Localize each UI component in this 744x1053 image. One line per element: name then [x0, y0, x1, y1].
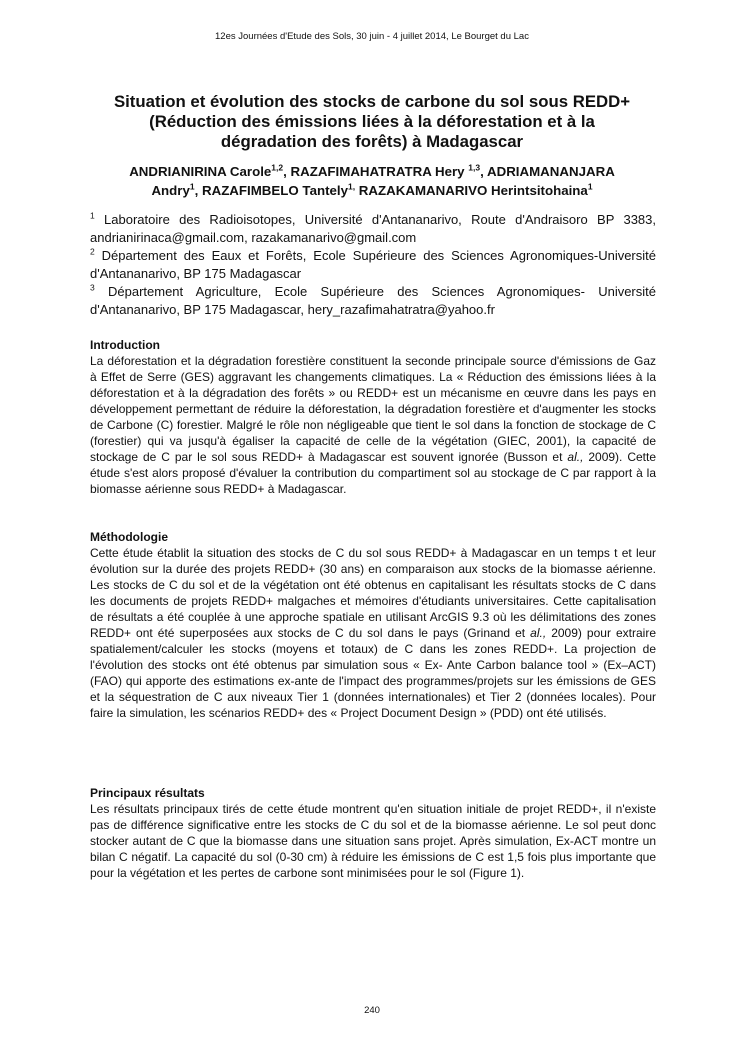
body-text: La déforestation et la dégradation forestière constituent la seconde principale source d'émissions de Gaz à Effet de Serre (GES) aggravant les changements climatiques. La « Réduction des émissions liées à la déforestation et à la dégradation des forêts » ou REDD+ est un mécanisme en œuvre dans les pays en développement permettant de réduire la déforestation, la dégradation forestière et d'augmenter les stocks de Carbone (C) forestier. Malgré le rôle non négligeable que tient le sol dans la fonction de stockage de C (forestier) qui va jusqu'à égaliser la capacité de celle de la végétation (GIEC, 2001), la capacité de stockage de C par le sol sous REDD+ à Madagascar est souvent ignorée (Busson et	[90, 354, 656, 464]
section-heading: Méthodologie	[90, 530, 168, 544]
section-introduction	[90, 337, 656, 497]
author-affil-sup: 1,3	[468, 162, 481, 173]
author-name: , RAZAFIMAHATRATRA Hery	[283, 164, 469, 179]
affiliation-text: Département Agriculture, Ecole Supérieure des Sciences Agronomiques- Université d'Antananarivo, BP 175 Madagascar, hery_razafimahatratra@yahoo.fr	[90, 284, 656, 317]
body-text: Cette étude établit la situation des stocks de C du sol sous REDD+ à Madagascar en un temps t et leur évolution sur la durée des projets REDD+ (30 ans) en comparaison aux stocks de la biomasse aérienne. Les stocks de C du sol et de la végétation ont été obtenus en capitalisant les résultats stocks de C dans les documents de projets REDD+ malgaches et mémoires d'étudiants universitaires. Cette capitalisation de résultats a été couplée à une approche spatiale en utilisant ArcGIS 9.3 où les délimitations des zones REDD+ ont été superposées aux stocks de C du sol dans le pays (Grinand et	[90, 546, 656, 640]
affiliation-number: 2	[90, 246, 95, 257]
affiliation-number: 3	[90, 282, 95, 293]
page-number: 240	[364, 1005, 380, 1016]
section-methodologie	[90, 529, 656, 721]
affiliations	[90, 211, 656, 319]
affiliation-item	[90, 211, 656, 247]
author-affil-sup: 1	[189, 181, 195, 192]
body-text: 2009) pour extraire spatialement/calculer les stocks (moyens et totaux) de C dans les zones REDD+. La projection de l'évolution des stocks ont été obtenus par simulation sous « Ex- Ante Carbon balance tool » (Ex–ACT) (FAO) qui apporte des estimations ex-ante de l'impact des programmes/projets sur les émissions de GES et la séquestration de C aux niveaux Tier 1 (données internationales) et Tier 2 (données locales). Pour faire la simulation, les scénarios REDD+ des « Project Document Design » (PDD) ont été utilisés.	[90, 626, 656, 720]
author-affil-sup: 1,	[348, 181, 356, 192]
author-affil-sup: 1,2	[271, 162, 284, 173]
affiliation-text: Laboratoire des Radioisotopes, Université d'Antananarivo, Route d'Andraisoro BP 3383, andrianirinaca@gmail.com, razakamanarivo@gmail.com	[90, 212, 656, 245]
section-body	[90, 353, 656, 497]
section-resultats	[90, 785, 656, 881]
section-body	[90, 545, 656, 721]
authors-line-2	[90, 181, 654, 200]
affiliation-item	[90, 283, 656, 319]
title-line-1: Situation et évolution des stocks de carbone du sol sous REDD+	[113, 92, 631, 111]
affiliation-item	[90, 247, 656, 283]
author-name: ANDRIANIRINA Carole	[129, 164, 272, 179]
affiliation-number: 1	[90, 210, 95, 221]
author-name: RAZAKAMANARIVO Herintsitohaina	[355, 183, 588, 198]
author-name: , RAZAFIMBELO Tantely	[194, 183, 349, 198]
affiliation-text: Département des Eaux et Forêts, Ecole Supérieure des Sciences Agronomiques-Université d'Antananarivo, BP 175 Madagascar	[90, 248, 656, 281]
title-line-2: (Réduction des émissions liées à la déforestation et à la	[149, 112, 595, 131]
authors-line-1	[90, 162, 654, 181]
author-list	[90, 162, 654, 200]
author-name: Andry	[151, 183, 190, 198]
paper-title	[90, 92, 654, 152]
author-name: , ADRIAMANANJARA	[480, 164, 615, 179]
body-text: 2009). Cette étude s'est alors proposé d'évaluer la contribution du compartiment sol au stockage de C par rapport à la biomasse aérienne sous REDD+ à Madagascar.	[90, 450, 656, 496]
running-header: 12es Journées d'Etude des Sols, 30 juin - 4 juillet 2014, Le Bourget du Lac	[215, 31, 529, 42]
title-line-3: dégradation des forêts) à Madagascar	[220, 132, 524, 151]
section-heading: Principaux résultats	[90, 786, 205, 800]
body-italic: al.,	[530, 626, 547, 640]
section-body: Les résultats principaux tirés de cette étude montrent qu'en situation initiale de projet REDD+, il n'existe pas de différence significative entre les stocks de C du sol et de la biomasse aérienne. Le sol peut donc stocker autant de C que la biomasse dans une situation sans projet. Après simulation, Ex-ACT montre un bilan C négatif. La capacité du sol (0-30 cm) à réduire les émissions de C est 1,5 fois plus importante que pour la végétation et les pertes de carbone sont minimisées pour le sol (Figure 1).	[90, 802, 656, 880]
section-heading: Introduction	[90, 338, 160, 352]
author-affil-sup: 1	[587, 181, 593, 192]
body-italic: al.,	[567, 450, 584, 464]
